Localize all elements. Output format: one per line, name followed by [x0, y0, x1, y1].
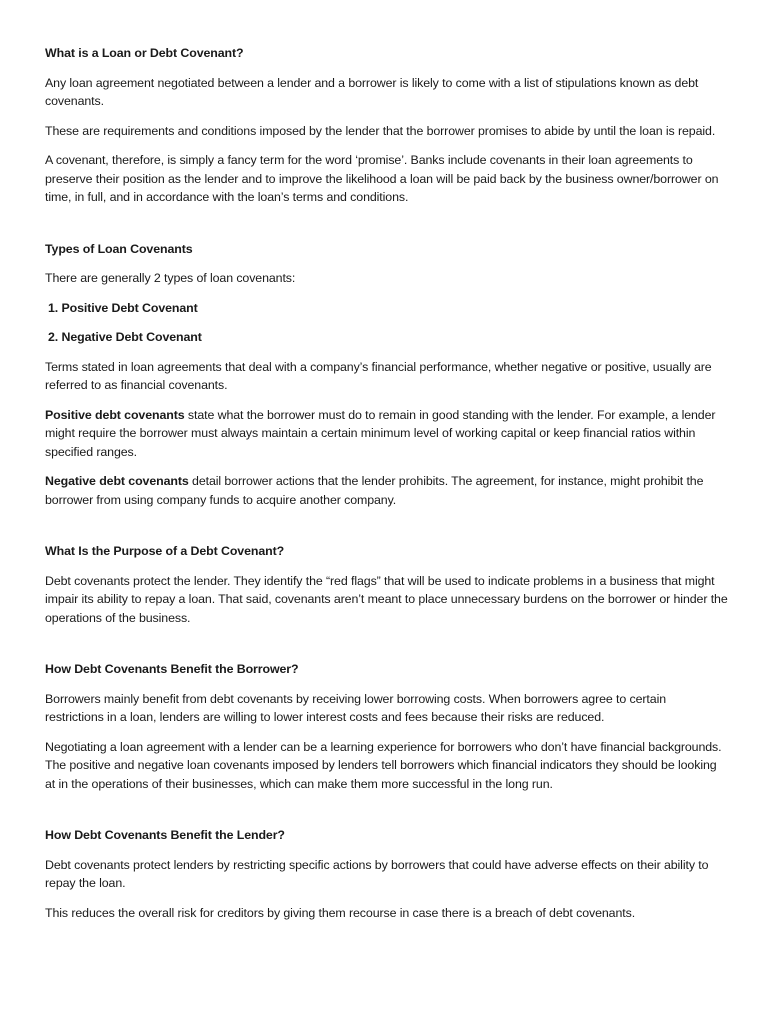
paragraph-intro: Any loan agreement negotiated between a lender and a borrower is likely to come with a list of stipulations known as debt covenants.: [45, 75, 699, 108]
heading-types: Types of Loan Covenants: [45, 241, 193, 256]
heading-what-is-covenant: What is a Loan or Debt Covenant?: [45, 46, 244, 60]
paragraph-negative: [45, 472, 728, 509]
section-gap: [45, 804, 728, 826]
paragraph-lender-protection: Debt covenants protect lenders by restricting specific actions by borrowers that could have adverse effects on their ability to repay the loan.: [45, 857, 709, 890]
paragraph-purpose: Debt covenants protect the lender. They identify the “red flags” that will be used to indicate problems in a business that might impair its ability to repay a loan. That said, covenants aren’t meant to place unnecessary burdens on the borrower or hinder the operations of the business.: [45, 573, 728, 625]
heading-borrower-benefit: How Debt Covenants Benefit the Borrower?: [45, 662, 299, 676]
paragraph-types-intro: There are generally 2 types of loan covenants:: [45, 271, 296, 285]
paragraph-borrower-costs: Borrowers mainly benefit from debt covenants by receiving lower borrowing costs. When borrowers agree to certain restrictions in a loan, lenders are willing to lower interest costs and fees because their risks are reduced.: [45, 691, 667, 724]
paragraph-requirements: These are requirements and conditions imposed by the lender that the borrower promises to abide by until the loan is repaid.: [45, 123, 716, 138]
list-item-positive: 1. Positive Debt Covenant: [48, 300, 198, 315]
section-gap: [45, 638, 728, 660]
section-gap: [45, 218, 728, 240]
paragraph-positive: [45, 406, 728, 462]
text-positive: state what the borrower must do to remain in good standing with the lender. For example, a lender might require the borrower must always maintain a certain minimum level of working capital or keep financial ratios within specified ranges.: [45, 407, 716, 459]
paragraph-covenant-definition: A covenant, therefore, is simply a fancy term for the word ‘promise’. Banks include covenants in their loan agreements to preserve their position as the lender and to improve the likelihood a loan will be paid back by the business owner/borrower on time, in full, and in accordance with the loan’s terms and conditions.: [45, 153, 719, 204]
text-negative: detail borrower actions that the lender prohibits. The agreement, for instance, might prohibit the borrower from using company funds to acquire another company.: [45, 474, 704, 507]
term-positive: Positive debt covenants: [45, 407, 185, 422]
list-item-negative: 2. Negative Debt Covenant: [48, 330, 202, 344]
paragraph-financial-covenants: Terms stated in loan agreements that deal with a company’s financial performance, whether negative or positive, usually are referred to as financial covenants.: [45, 359, 712, 392]
term-negative: Negative debt covenants: [45, 474, 189, 488]
section-gap: [45, 520, 728, 542]
heading-lender-benefit: How Debt Covenants Benefit the Lender?: [45, 828, 285, 842]
heading-purpose: What Is the Purpose of a Debt Covenant?: [45, 544, 285, 558]
paragraph-lender-risk: This reduces the overall risk for creditors by giving them recourse in case there is a breach of debt covenants.: [45, 905, 636, 920]
paragraph-borrower-learning: Negotiating a loan agreement with a lender can be a learning experience for borrowers who don’t have financial backgrounds. The positive and negative loan covenants imposed by lenders tell borrowers which financial indicators they should be looking at in the operations of their businesses, which can make them more successful in the long run.: [45, 739, 722, 791]
